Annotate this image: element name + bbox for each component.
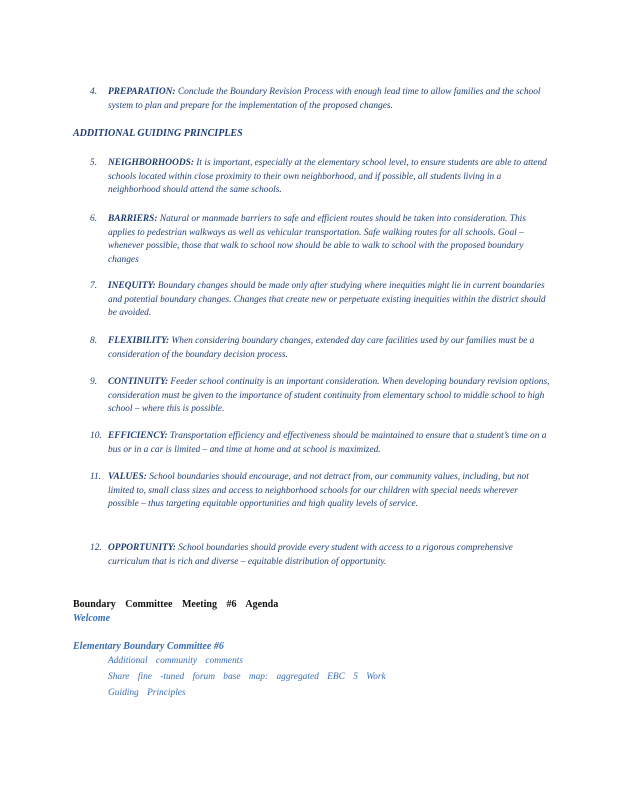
principle-number: 5. xyxy=(90,158,98,168)
principle-text: When considering boundary changes, extended day care facilities used by our families must be a consideration of the boundary decision process. xyxy=(108,336,535,360)
principle-lead: OPPORTUNITY: xyxy=(108,543,176,553)
principle-number: 6. xyxy=(90,214,98,224)
principle-number: 12. xyxy=(90,543,102,553)
principle-number: 4. xyxy=(90,87,98,97)
list-item xyxy=(90,656,386,672)
principle-number: 10. xyxy=(90,431,102,441)
principle-number: 11. xyxy=(90,472,102,482)
list-item xyxy=(90,672,386,688)
list-item xyxy=(90,688,386,704)
principle-text: School boundaries should provide every student with access to a rigorous comprehensive curriculum that is rich and diverse – equitable distribution of opportunity. xyxy=(108,543,513,567)
principle-lead: VALUES: xyxy=(108,472,147,482)
agenda-section-title: Elementary Boundary Committee #6 xyxy=(73,641,224,652)
principle-lead: CONTINUITY: xyxy=(108,377,169,387)
principle-number: 8. xyxy=(90,336,98,346)
principle-text: School boundaries should encourage, and not detract from, our community values, including, but not limited to, small class sizes and access to neighborhood schools for our children with special needs wherever possible – thus targeting equitable opportunities and high quality levels of service. xyxy=(108,472,529,510)
additional-principles-heading: ADDITIONAL GUIDING PRINCIPLES xyxy=(73,128,243,139)
principle-number: 7. xyxy=(90,281,98,291)
principle-lead: FLEXIBILITY: xyxy=(108,336,170,346)
principle-text: Boundary changes should be made only after studying where inequities might lie in current boundaries and potential boundary changes. Changes that create new or perpetuate existing inequities within the district should be avoided. xyxy=(108,281,546,319)
principle-lead: BARRIERS: xyxy=(108,214,158,224)
agenda-item-text: Share fine -tuned forum base map: aggregated EBC 5 Work xyxy=(108,672,386,682)
agenda-item-text: Additional community comments xyxy=(108,656,243,666)
principle-text: Feeder school continuity is an important consideration. When developing boundary revision options, consideration must be given to the importance of student continuity from elementary school to middle school to high school – where this is possible. xyxy=(108,377,550,415)
principle-text: Conclude the Boundary Revision Process with enough lead time to allow families and the school system to plan and prepare for the implementation of the proposed changes. xyxy=(108,87,541,111)
principle-lead: EFFICIENCY: xyxy=(108,431,168,441)
principle-text: It is important, especially at the elementary school level, to ensure students are able to attend schools located within close proximity to their own neighborhood, and if possible, all students living in a neighborhood should attend the same schools. xyxy=(108,158,547,196)
principle-lead: PREPARATION: xyxy=(108,87,176,97)
agenda-bullet-list xyxy=(90,656,386,704)
principle-text: Transportation efficiency and effectiveness should be maintained to ensure that a student’s time on a bus or in a car is limited – and time at home and at school is maximized. xyxy=(108,431,547,455)
agenda-item-text: Guiding Principles xyxy=(108,688,186,698)
principle-number: 9. xyxy=(90,377,98,387)
agenda-title: Boundary Committee Meeting #6 Agenda xyxy=(73,599,279,610)
principle-lead: NEIGHBORHOODS: xyxy=(108,158,194,168)
principle-lead: INEQUITY: xyxy=(108,281,156,291)
welcome-label: Welcome xyxy=(73,613,111,624)
principle-text: Natural or manmade barriers to safe and efficient routes should be taken into consideration. This applies to pedestrian walkways as well as vehicular transportation. Safe walking routes for all schools. Goal – whenever possible, those that walk to school now should be able to walk to school with the proposed boundary changes xyxy=(108,214,526,265)
